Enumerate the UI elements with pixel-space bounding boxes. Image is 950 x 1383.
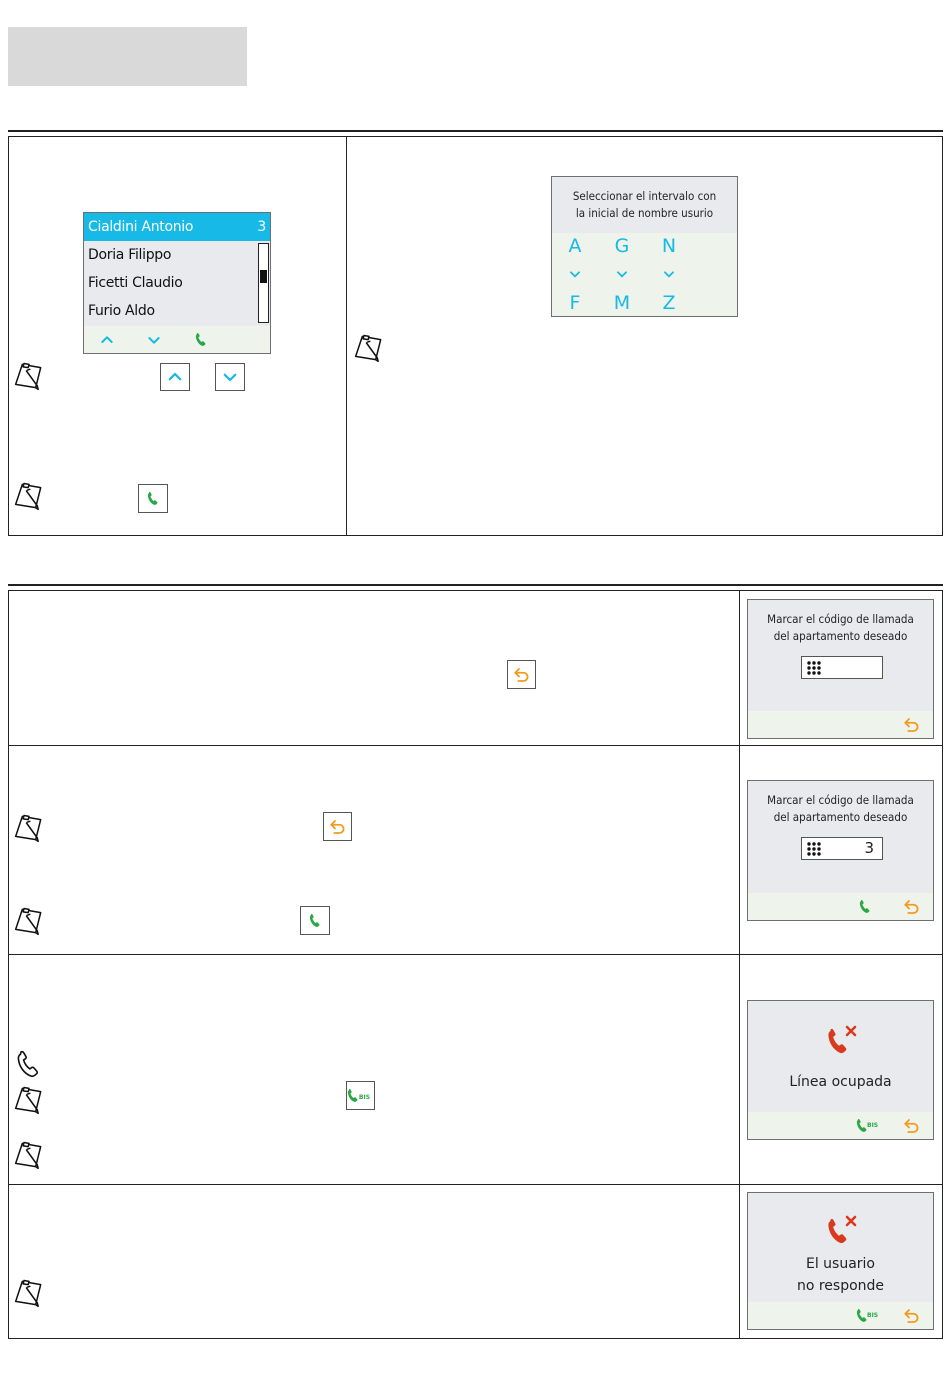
- directory-entry[interactable]: [84, 297, 254, 325]
- down-button[interactable]: [215, 363, 245, 391]
- redial-button[interactable]: [346, 1081, 375, 1110]
- note-icon: [12, 1140, 46, 1170]
- interval-screen: [551, 176, 738, 317]
- range-c-start[interactable]: N: [661, 235, 677, 257]
- directory-screen: [83, 212, 271, 354]
- note-icon: [12, 813, 46, 843]
- call-icon[interactable]: [857, 898, 873, 915]
- code-prompt-line1: Marcar el código de llamada: [767, 612, 914, 626]
- redial-label: BIS: [867, 1122, 879, 1129]
- entry-name: Furio Aldo: [88, 303, 155, 319]
- call-failed-icon: [823, 1213, 861, 1249]
- back-arrow-icon[interactable]: [903, 716, 921, 734]
- up-button[interactable]: [160, 363, 190, 391]
- busy-screen: [747, 1000, 934, 1140]
- handset-icon: [14, 1049, 44, 1079]
- entry-name: Cialdini Antonio: [88, 219, 194, 235]
- call-icon: [145, 490, 161, 507]
- chevron-down-icon: [221, 368, 239, 386]
- column-divider: [739, 590, 740, 1339]
- back-arrow-icon[interactable]: [903, 1117, 921, 1135]
- chevron-down-icon[interactable]: [146, 332, 162, 348]
- code-input[interactable]: [801, 837, 883, 860]
- range-a-end[interactable]: F: [569, 292, 581, 314]
- back-arrow-icon: [513, 666, 531, 684]
- note-icon: [12, 1278, 46, 1308]
- row-divider: [8, 1184, 943, 1185]
- back-arrow-icon[interactable]: [903, 898, 921, 916]
- keypad-icon: [806, 660, 822, 676]
- row-divider: [8, 954, 943, 955]
- section-rule: [8, 584, 943, 586]
- entry-name: Doria Filippo: [88, 247, 172, 263]
- redial-label: BIS: [358, 1094, 371, 1101]
- scrollbar[interactable]: [258, 243, 269, 323]
- directory-footer: [84, 326, 270, 353]
- no-answer-line1: El usuario: [805, 1256, 875, 1272]
- scrollbar-thumb[interactable]: [260, 270, 267, 283]
- entry-name: Ficetti Claudio: [88, 275, 183, 291]
- range-c-end[interactable]: Z: [662, 292, 676, 314]
- range-b-end[interactable]: M: [613, 292, 631, 314]
- chevron-up-icon: [166, 368, 184, 386]
- code-screen-empty: [747, 599, 934, 739]
- keypad-icon: [806, 841, 822, 857]
- code-value: 3: [864, 839, 874, 857]
- note-icon: [12, 1085, 46, 1115]
- no-answer-footer: [748, 1302, 933, 1329]
- code-prompt-line2: del apartamento deseado: [773, 810, 908, 824]
- directory-entry[interactable]: [84, 241, 254, 269]
- column-divider: [346, 136, 347, 536]
- section-header-tab: [8, 27, 247, 86]
- call-button[interactable]: [300, 906, 330, 935]
- chevron-down-icon: [662, 267, 676, 281]
- code-screen-filled: [747, 780, 934, 921]
- interval-title-line1: Seleccionar el intervalo con: [572, 189, 717, 203]
- back-arrow-icon: [329, 818, 347, 836]
- range-a-start[interactable]: A: [568, 235, 582, 257]
- section-rule: [8, 130, 943, 132]
- busy-screen-footer: [748, 1112, 933, 1139]
- note-icon: [352, 333, 386, 363]
- redial-label: BIS: [867, 1312, 879, 1319]
- back-button[interactable]: [323, 812, 352, 841]
- row-divider: [8, 745, 943, 746]
- directory-entry-selected[interactable]: [84, 213, 270, 241]
- directory-entry[interactable]: [84, 269, 254, 297]
- chevron-up-icon[interactable]: [99, 332, 115, 348]
- call-button[interactable]: [138, 484, 168, 513]
- note-icon: [12, 361, 46, 391]
- back-button[interactable]: [507, 660, 536, 689]
- busy-message: Línea ocupada: [789, 1074, 892, 1090]
- entry-code: 3: [257, 219, 266, 235]
- note-icon: [12, 481, 46, 511]
- no-answer-line2: no responde: [796, 1278, 885, 1294]
- call-icon[interactable]: [193, 331, 209, 348]
- code-prompt-line1: Marcar el código de llamada: [767, 793, 914, 807]
- interval-title-line2: la inicial de nombre usurio: [575, 206, 714, 220]
- interval-body: [552, 233, 737, 316]
- note-icon: [12, 906, 46, 936]
- back-arrow-icon[interactable]: [903, 1307, 921, 1325]
- range-b-start[interactable]: G: [614, 235, 630, 257]
- no-answer-screen: [747, 1192, 934, 1330]
- chevron-down-icon: [568, 267, 582, 281]
- code-screen-footer: [748, 711, 933, 738]
- call-icon: [307, 912, 323, 929]
- call-failed-icon: [823, 1023, 861, 1059]
- code-screen-footer: [748, 893, 933, 920]
- code-input[interactable]: [801, 656, 883, 679]
- chevron-down-icon: [615, 267, 629, 281]
- code-prompt-line2: del apartamento deseado: [773, 629, 908, 643]
